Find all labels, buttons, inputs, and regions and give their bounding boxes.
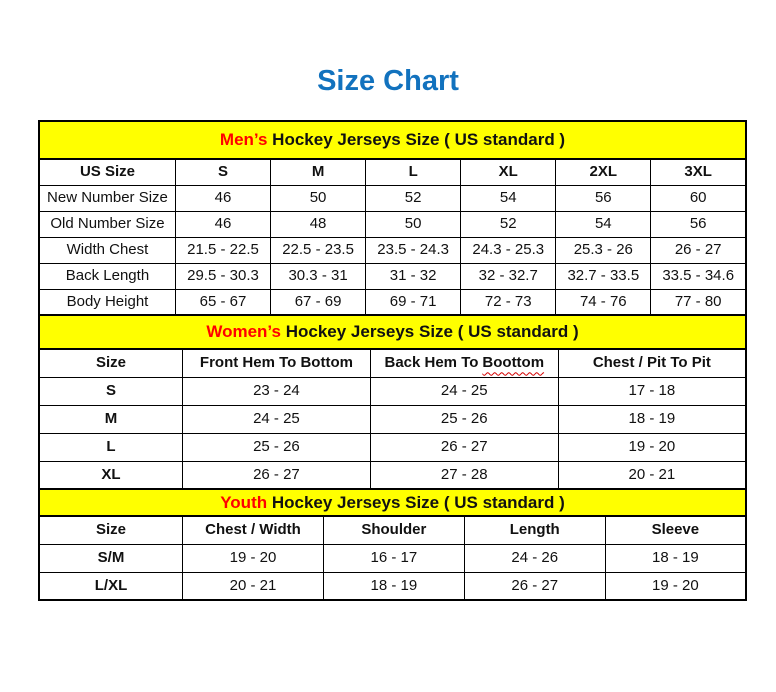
value-cell: 33.5 - 34.6 <box>651 263 746 289</box>
row-label: New Number Size <box>39 185 175 211</box>
table-row <box>39 377 746 405</box>
youth-header-sleeve: Sleeve <box>605 516 746 544</box>
womens-highlight-label: Women’s <box>206 322 281 342</box>
value-cell: 46 <box>175 211 270 237</box>
table-row <box>39 405 746 433</box>
value-cell: 25.3 - 26 <box>556 237 651 263</box>
womens-header-size: Size <box>39 349 183 377</box>
value-cell: 20 - 21 <box>558 461 746 489</box>
value-cell: 17 - 18 <box>558 377 746 405</box>
mens-header-m: M <box>271 159 366 185</box>
value-cell: 30.3 - 31 <box>271 263 366 289</box>
mens-title-text: Hockey Jerseys Size ( US standard ) <box>267 130 566 150</box>
value-cell: 48 <box>271 211 366 237</box>
value-cell: 56 <box>651 211 746 237</box>
youth-header-shoulder: Shoulder <box>323 516 464 544</box>
value-cell: 56 <box>556 185 651 211</box>
youth-table-title <box>39 489 746 516</box>
row-label: Old Number Size <box>39 211 175 237</box>
womens-header-back-hem <box>370 349 558 377</box>
value-cell: 46 <box>175 185 270 211</box>
youth-header-chest: Chest / Width <box>183 516 324 544</box>
value-cell: 60 <box>651 185 746 211</box>
womens-header-row <box>39 349 746 377</box>
value-cell: 19 - 20 <box>183 544 324 572</box>
row-label: XL <box>39 461 183 489</box>
mens-header-3xl: 3XL <box>651 159 746 185</box>
value-cell: 21.5 - 22.5 <box>175 237 270 263</box>
misspelled-word: Boottom <box>482 354 545 372</box>
value-cell: 69 - 71 <box>366 289 461 315</box>
value-cell: 29.5 - 30.3 <box>175 263 270 289</box>
value-cell: 32.7 - 33.5 <box>556 263 651 289</box>
table-row <box>39 572 746 600</box>
table-row <box>39 544 746 572</box>
value-cell: 26 - 27 <box>183 461 371 489</box>
row-label: L <box>39 433 183 461</box>
value-cell: 52 <box>366 185 461 211</box>
mens-table-title <box>39 121 746 159</box>
womens-size-table <box>38 314 747 490</box>
mens-header-l: L <box>366 159 461 185</box>
value-cell: 31 - 32 <box>366 263 461 289</box>
value-cell: 32 - 32.7 <box>461 263 556 289</box>
youth-header-row <box>39 516 746 544</box>
value-cell: 18 - 19 <box>605 544 746 572</box>
youth-highlight-label: Youth <box>220 492 268 512</box>
row-label: L/XL <box>39 572 183 600</box>
value-cell: 77 - 80 <box>651 289 746 315</box>
value-cell: 52 <box>461 211 556 237</box>
value-cell: 23.5 - 24.3 <box>366 237 461 263</box>
youth-header-size: Size <box>39 516 183 544</box>
value-cell: 24 - 25 <box>183 405 371 433</box>
row-label: M <box>39 405 183 433</box>
row-label: Width Chest <box>39 237 175 263</box>
row-label: Back Length <box>39 263 175 289</box>
value-cell: 72 - 73 <box>461 289 556 315</box>
mens-table-title-row <box>39 121 746 159</box>
youth-title-text: Hockey Jerseys Size ( US standard ) <box>267 492 565 512</box>
value-cell: 67 - 69 <box>271 289 366 315</box>
page-title: Size Chart <box>317 65 459 97</box>
mens-highlight-label: Men’s <box>219 130 268 150</box>
value-cell: 24.3 - 25.3 <box>461 237 556 263</box>
table-row <box>39 263 746 289</box>
value-cell: 20 - 21 <box>183 572 324 600</box>
row-label: S/M <box>39 544 183 572</box>
youth-header-length: Length <box>464 516 605 544</box>
table-row <box>39 433 746 461</box>
value-cell: 54 <box>556 211 651 237</box>
womens-table-title-row <box>39 315 746 349</box>
value-cell: 27 - 28 <box>370 461 558 489</box>
youth-table-title-row <box>39 489 746 516</box>
size-chart-tables <box>38 120 747 601</box>
womens-title-text: Hockey Jerseys Size ( US standard ) <box>280 322 579 342</box>
table-row <box>39 461 746 489</box>
row-label: S <box>39 377 183 405</box>
value-cell: 26 - 27 <box>464 572 605 600</box>
row-label: Body Height <box>39 289 175 315</box>
value-cell: 18 - 19 <box>558 405 746 433</box>
womens-header-front-hem: Front Hem To Bottom <box>183 349 371 377</box>
table-row <box>39 237 746 263</box>
table-row <box>39 185 746 211</box>
value-cell: 26 - 27 <box>651 237 746 263</box>
mens-header-xl: XL <box>461 159 556 185</box>
value-cell: 25 - 26 <box>370 405 558 433</box>
value-cell: 50 <box>271 185 366 211</box>
value-cell: 19 - 20 <box>558 433 746 461</box>
value-cell: 50 <box>366 211 461 237</box>
value-cell: 74 - 76 <box>556 289 651 315</box>
mens-header-us-size: US Size <box>39 159 175 185</box>
value-cell: 19 - 20 <box>605 572 746 600</box>
womens-table-title <box>39 315 746 349</box>
value-cell: 65 - 67 <box>175 289 270 315</box>
mens-header-2xl: 2XL <box>556 159 651 185</box>
value-cell: 26 - 27 <box>370 433 558 461</box>
value-cell: 16 - 17 <box>323 544 464 572</box>
value-cell: 25 - 26 <box>183 433 371 461</box>
youth-size-table <box>38 488 747 601</box>
mens-header-s: S <box>175 159 270 185</box>
mens-header-row <box>39 159 746 185</box>
back-hem-prefix: Back Hem To <box>384 354 479 372</box>
value-cell: 24 - 25 <box>370 377 558 405</box>
value-cell: 24 - 26 <box>464 544 605 572</box>
table-row <box>39 211 746 237</box>
mens-size-table <box>38 120 747 316</box>
value-cell: 22.5 - 23.5 <box>271 237 366 263</box>
womens-header-chest: Chest / Pit To Pit <box>558 349 746 377</box>
table-row <box>39 289 746 315</box>
value-cell: 18 - 19 <box>323 572 464 600</box>
value-cell: 54 <box>461 185 556 211</box>
value-cell: 23 - 24 <box>183 377 371 405</box>
